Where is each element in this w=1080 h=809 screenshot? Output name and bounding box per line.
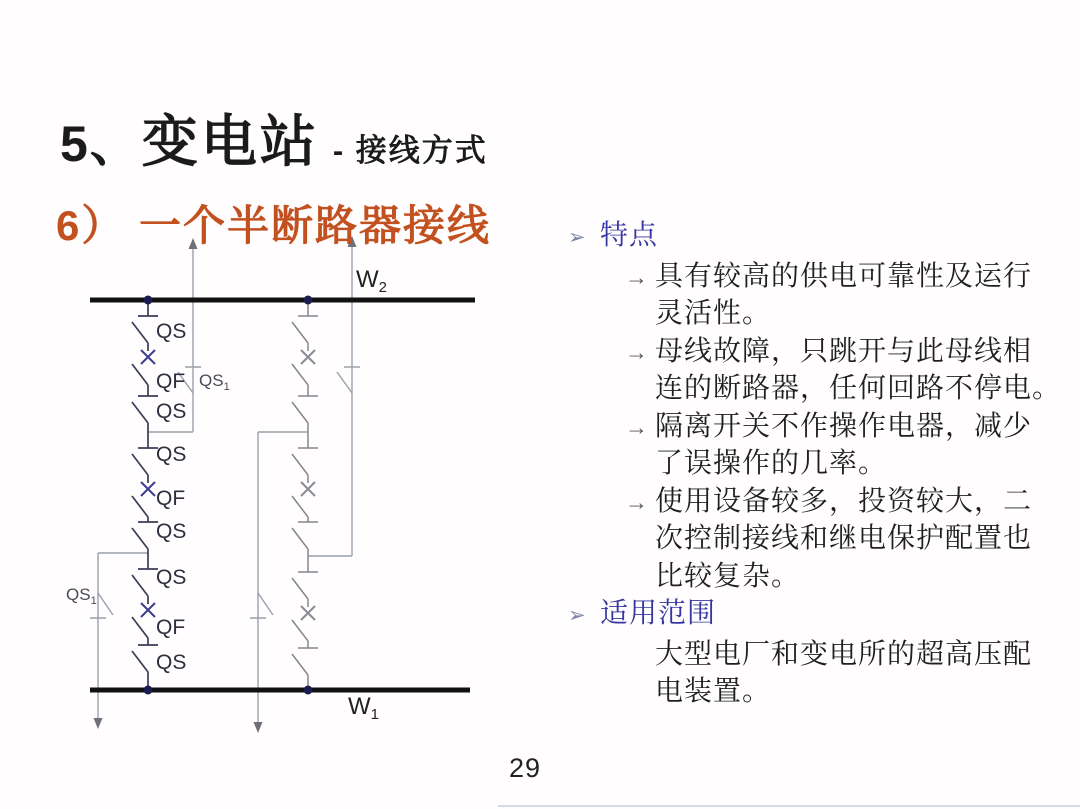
- features-heading: 特点: [600, 219, 659, 250]
- sub-arrow-bullet-icon: →: [625, 338, 648, 365]
- feeder-lines: [90, 247, 360, 722]
- svg-text:QS: QS: [156, 566, 187, 589]
- arrow-bullet-icon: ➢: [568, 226, 586, 249]
- page-title: [60, 98, 488, 178]
- feature-item-text: 具有较高的供电可靠性及运行 灵活性。: [655, 259, 1033, 328]
- arrow-bullet-icon: ➢: [568, 604, 586, 627]
- title-number: 5、: [60, 116, 142, 172]
- feature-item: [565, 482, 1065, 595]
- feeder-arrow-down-left: [94, 718, 103, 729]
- scope-text: 大型电厂和变电所的超高压配 电装置。: [655, 637, 1033, 706]
- svg-text:QF: QF: [156, 370, 186, 393]
- title-main: 变电站: [141, 110, 319, 173]
- svg-text:QF: QF: [156, 487, 186, 510]
- svg-text:QS: QS: [156, 520, 187, 543]
- feature-item: [565, 257, 1065, 332]
- feature-panel: [565, 216, 1065, 710]
- svg-text:QS: QS: [156, 443, 187, 466]
- busbar-w1-label: $W_1$: [348, 693, 379, 723]
- title-suffix: - 接线方式: [332, 133, 488, 168]
- scope-heading-row: [565, 594, 1065, 635]
- feature-item: [565, 332, 1065, 407]
- feeder-arrow-down-right: [254, 722, 263, 733]
- sub-arrow-bullet-icon: →: [625, 488, 648, 515]
- feature-item-text: 隔离开关不作操作电器，减少 了误操作的几率。: [655, 409, 1033, 478]
- svg-text:QF: QF: [156, 616, 186, 639]
- feature-item-text: 母线故障，只跳开与此母线相 连的断路器，任何回路不停电。: [655, 334, 1062, 403]
- svg-text:QS: QS: [156, 651, 187, 674]
- riser-switch-label: $QS_1$: [199, 371, 230, 393]
- feature-item: [565, 407, 1065, 482]
- scope-heading: 适用范围: [600, 597, 717, 628]
- one-and-a-half-breaker-diagram: [30, 225, 510, 745]
- features-heading-row: [565, 216, 1065, 257]
- svg-text:QS: QS: [156, 400, 187, 423]
- section-subtitle: 6） 一个半断路器接线: [56, 202, 492, 249]
- feeder-arrows: [94, 236, 357, 733]
- page-number: 29: [508, 753, 542, 783]
- sub-arrow-bullet-icon: →: [625, 263, 648, 290]
- bottom-divider: [498, 805, 1080, 807]
- branch-switch-label: $QS_1$: [66, 585, 97, 607]
- sub-arrow-bullet-icon: →: [625, 413, 648, 440]
- svg-text:QS: QS: [156, 320, 187, 343]
- feature-item-text: 使用设备较多，投资较大，二 次控制接线和继电保护配置也 比较复杂。: [655, 484, 1033, 591]
- busbar-w2-label: $W_2$: [356, 266, 387, 296]
- switch-labels: [156, 320, 186, 674]
